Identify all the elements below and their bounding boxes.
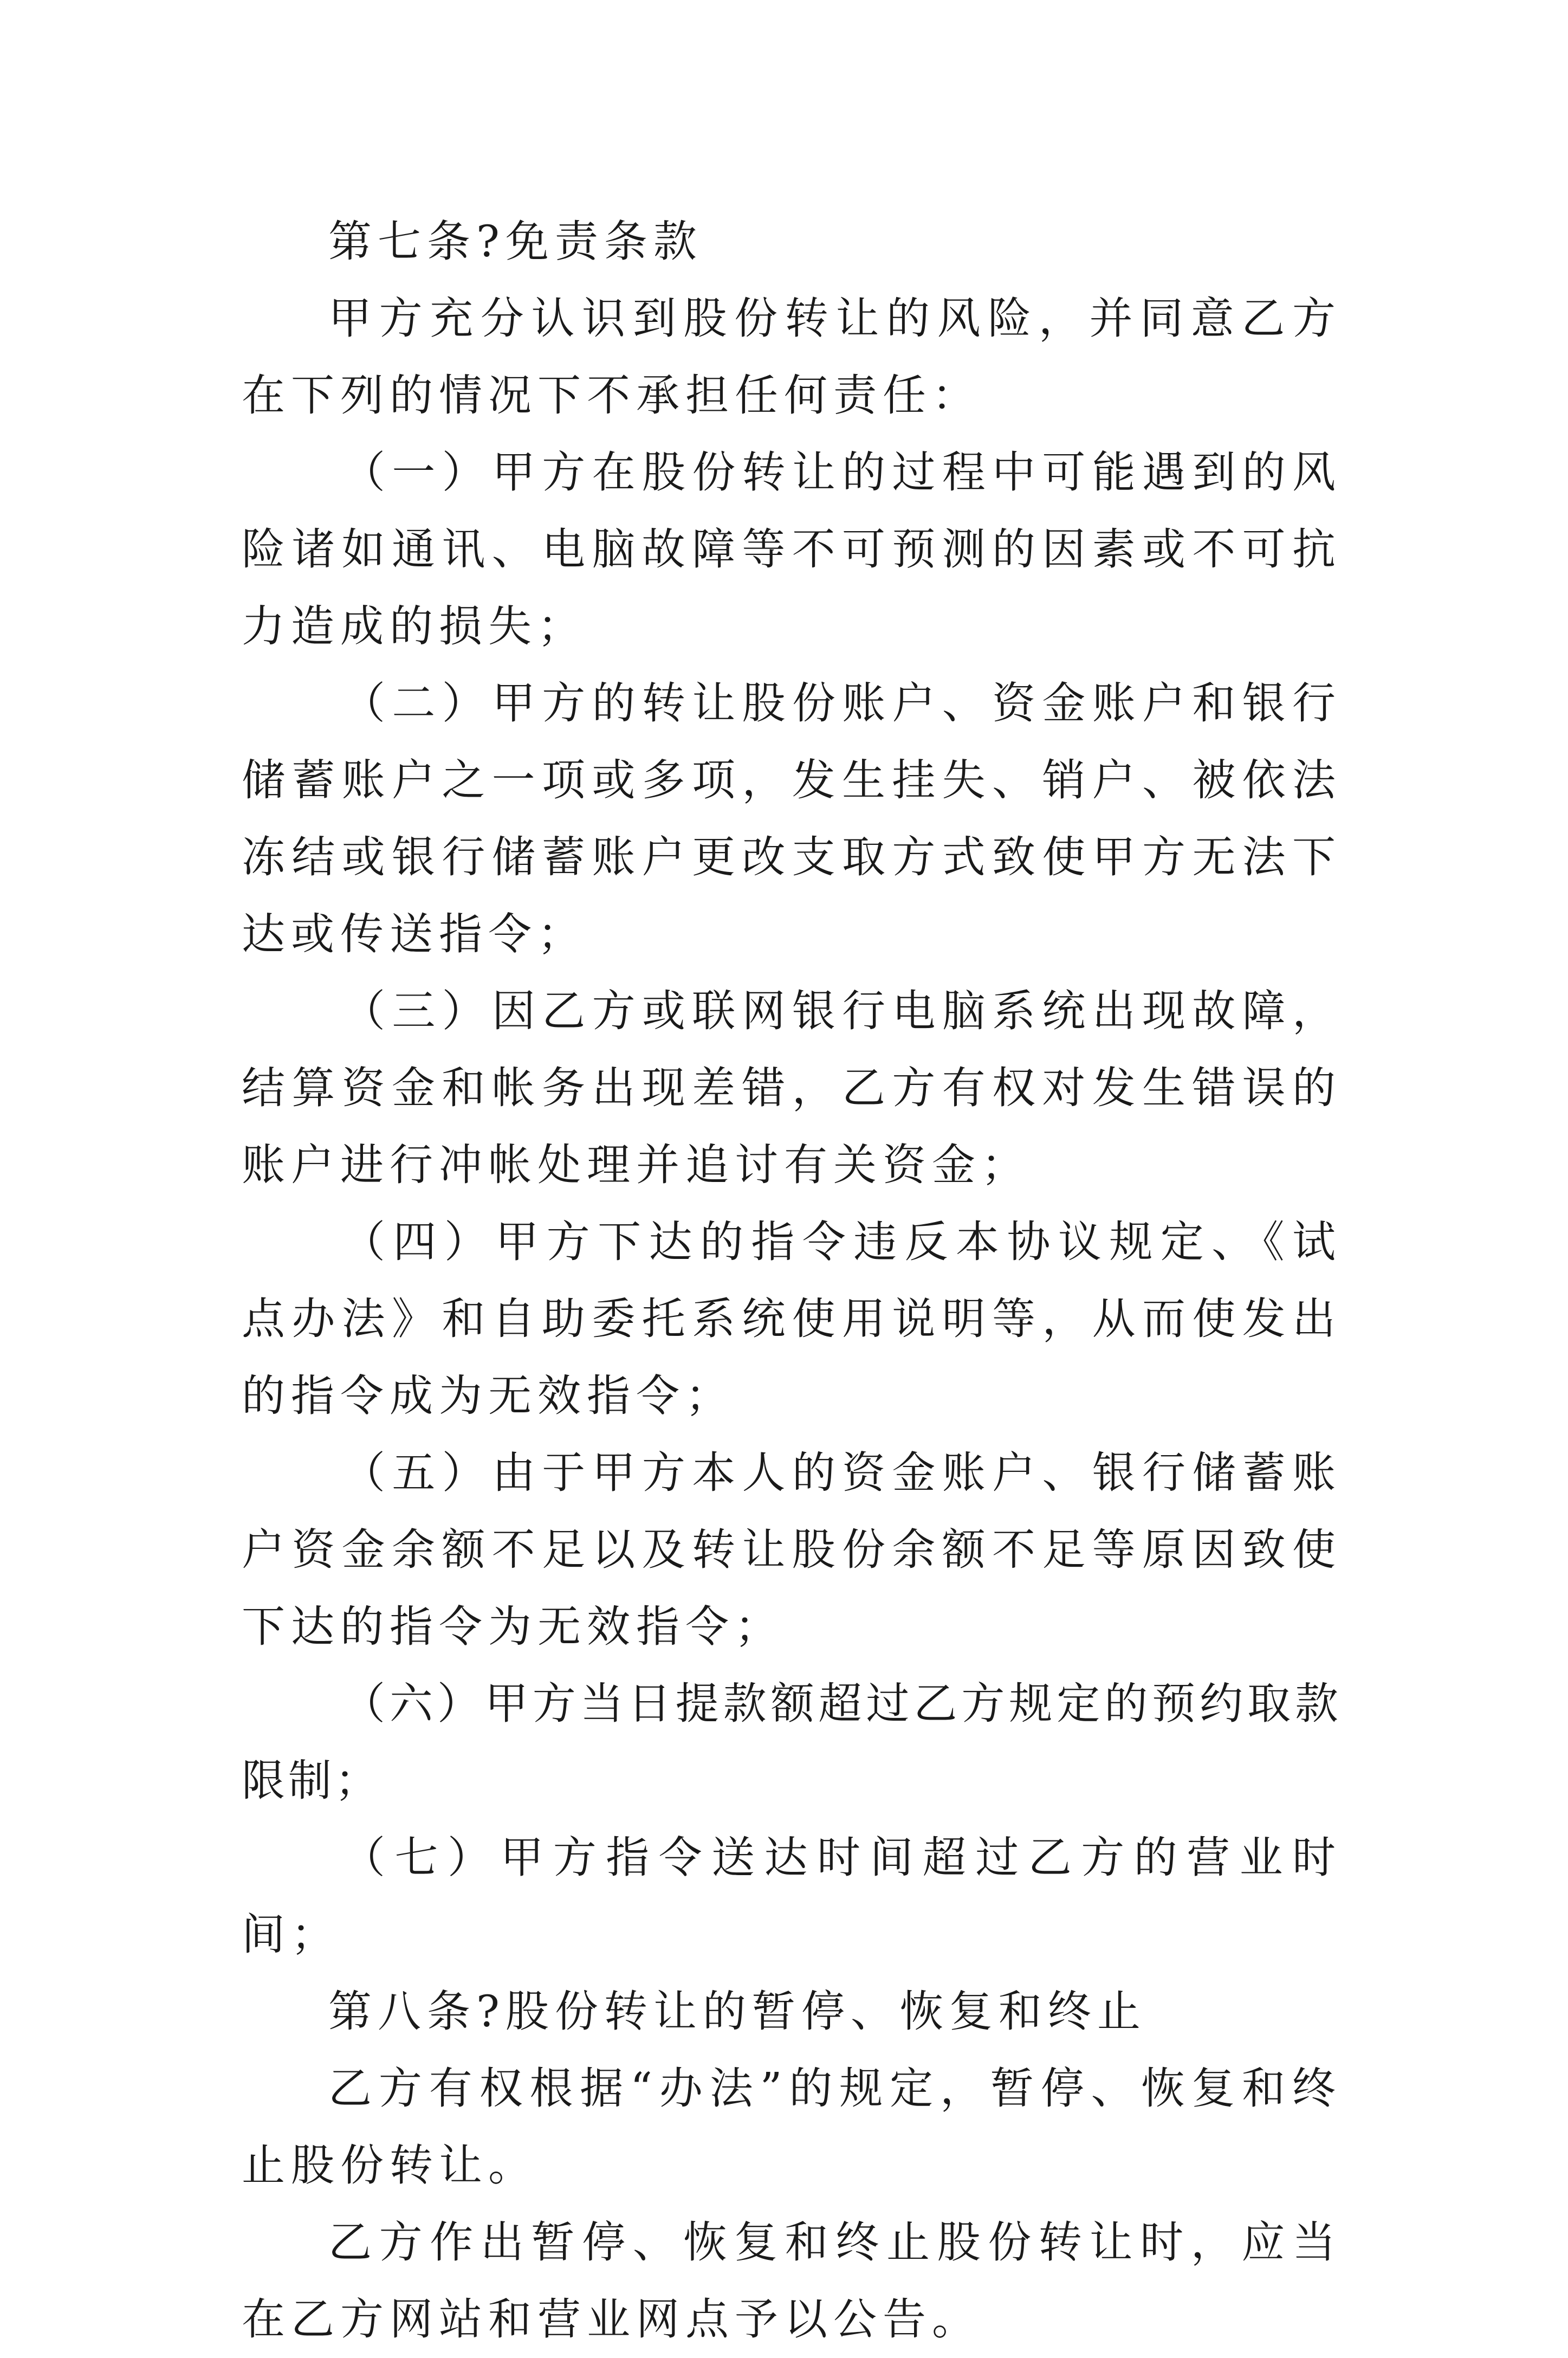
clause-item-3: （三）因乙方或联网银行电脑系统出现故障，结算资金和帐务出现差错，乙方有权对发生错误的账户进行冲帐处理并追讨有关资金； [242, 986, 1342, 1190]
article-8-heading: 第八条?股份转让的暂停、恢复和终止 [328, 1986, 1146, 2037]
clause-item-7: （七）甲方指令送达时间超过乙方的营业时间； [242, 1832, 1342, 1960]
clause-item-5: （五）由于甲方本人的资金账户、银行储蓄账户资金余额不足以及转让股份余额不足等原因致使下达的指令为无效指令； [242, 1448, 1342, 1652]
clause-item-4: （四）甲方下达的指令违反本协议规定、《试点办法》和自助委托系统使用说明等，从而使发出的指令成为无效指令； [242, 1217, 1342, 1421]
clause-item-6: （六）甲方当日提款额超过乙方规定的预约取款限制； [242, 1678, 1342, 1806]
article-7-heading: 第七条?免责条款 [328, 216, 703, 267]
article-7-intro: 甲方充分认识到股份转让的风险，并同意乙方在下列的情况下不承担任何责任： [242, 293, 1342, 421]
clause-item-2: （二）甲方的转让股份账户、资金账户和银行储蓄账户之一项或多项，发生挂失、销户、被依法冻结或银行储蓄账户更改支取方式致使甲方无法下达或传送指令； [242, 678, 1342, 959]
article-8-paragraph-1: 乙方有权根据“办法”的规定，暂停、恢复和终止股份转让。 [242, 2063, 1342, 2191]
document-body [242, 203, 1342, 2358]
clause-item-1: （一）甲方在股份转让的过程中可能遇到的风险诸如通讯、电脑故障等不可预测的因素或不可抗力造成的损失； [242, 447, 1342, 651]
article-8-paragraph-2: 乙方作出暂停、恢复和终止股份转让时，应当在乙方网站和营业网点予以公告。 [242, 2217, 1342, 2344]
